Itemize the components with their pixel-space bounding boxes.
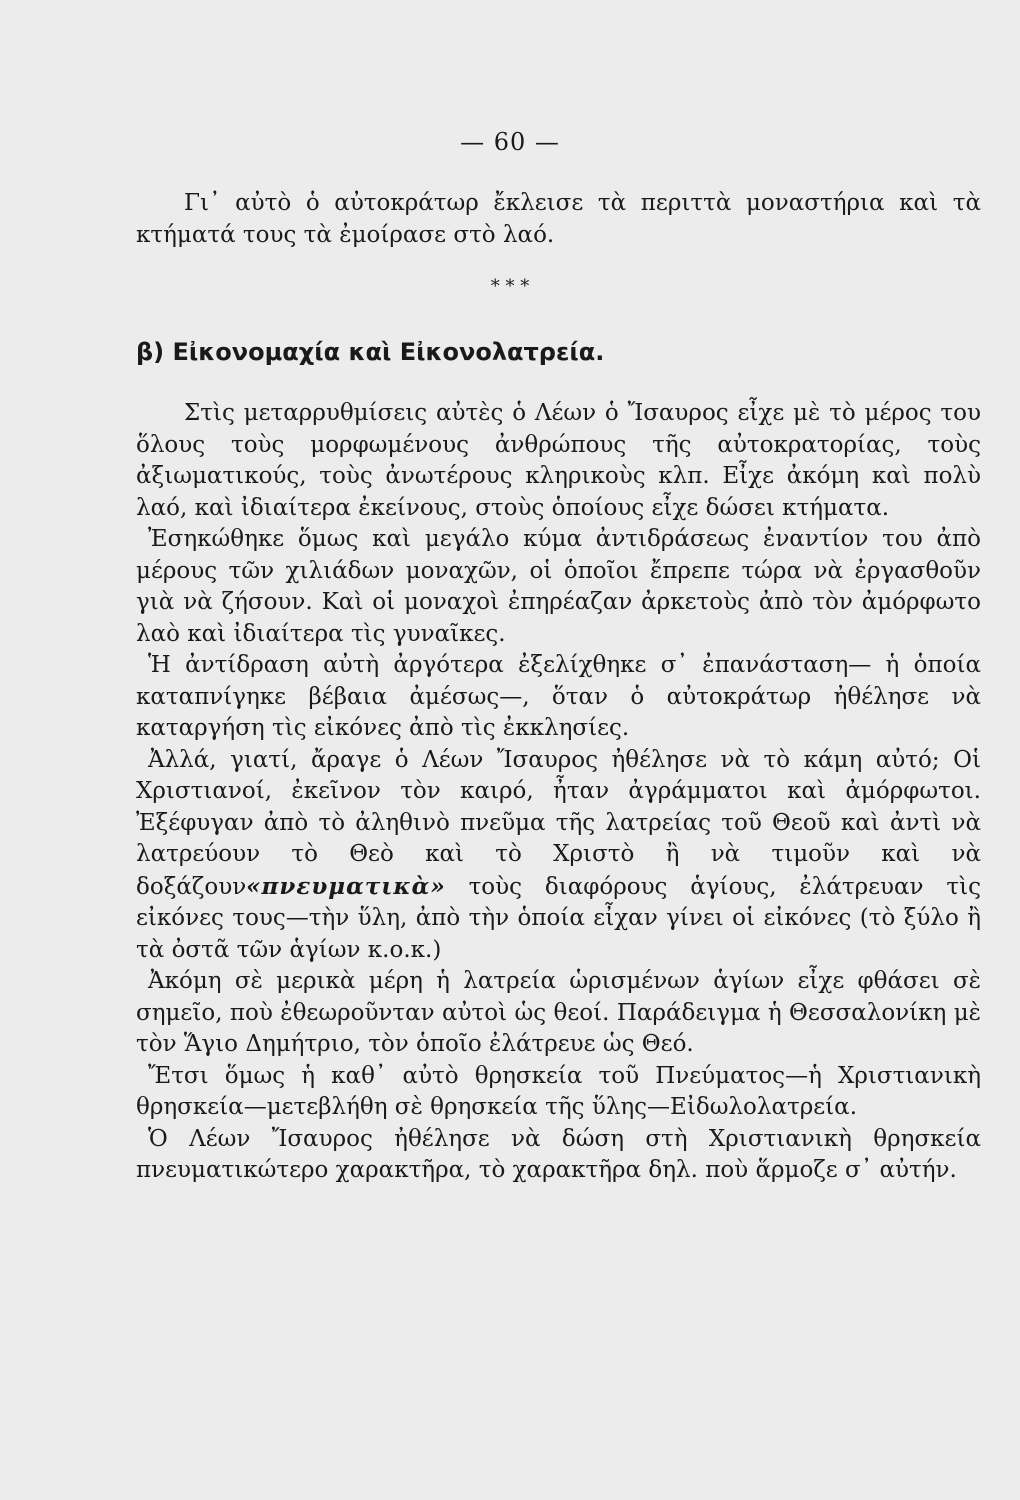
- paragraph-1: Στὶς μεταρρυθμίσεις αὐτὲς ὁ Λέων ὁ Ἴσαυρος εἶχε μὲ τὸ μέρος του ὅλους τοὺς μορφωμένους ἀνθρώπους τῆς αὐτοκρατορίας, τοὺς ἀξιωματικούς, τοὺς ἀνωτέρους κληρικοὺς κλπ. Εἶχε ἀκόμη καὶ πολὺ λαό, καὶ ἰδιαίτερα ἐκείνους, στοὺς ὁποίους εἶχε δώσει κτήματα.: [136, 400, 981, 521]
- section-separator: * * *: [490, 276, 530, 297]
- section-body: [136, 398, 981, 1187]
- paragraph-4-part-a: Ἀλλά, γιατί, ἄραγε ὁ Λέων Ἴσαυρος ἠθέλησε νὰ τὸ κάμη αὐτό; Οἱ Χριστιανοί, ἐκεῖνον τὸν καιρό, ἦταν ἀγράμματοι καὶ ἀμόρφωτοι. Ἐξέφυγαν ἀπὸ τὸ ἀληθινὸ πνεῦμα τῆς λατρείας τοῦ Θεοῦ καὶ ἀντὶ νὰ λατρεύουν τὸ Θεὸ καὶ τὸ Χριστὸ ἢ νὰ τιμοῦν καὶ νὰ δοξάζουν: [136, 746, 981, 900]
- intro-text: [136, 188, 981, 251]
- section-heading: β) Εἰκονομαχία καὶ Εἰκονολατρεία.: [136, 338, 605, 366]
- paragraph-5: Ἀκόμη σὲ μερικὰ μέρη ἡ λατρεία ὡρισμένων ἁγίων εἶχε φθάσει σὲ σημεῖο, ποὺ ἐθεωροῦνταν αὐτοὶ ὡς θεοί. Παράδειγμα ἡ Θεσσαλονίκη μὲ τὸν Ἅγιο Δημήτριο, τὸν ὁποῖο ἐλάτρευε ὡς Θεό.: [136, 968, 981, 1057]
- paragraph-4-part-b: τοὺς διαφόρους ἁγίους, ἐλάτρευαν τὶς εἰκόνες τους—τὴν ὕλη, ἀπὸ τὴν ὁποία εἶχαν γίνει οἱ εἰκόνες (τὸ ξύλο ἢ τὰ ὀστᾶ τῶν ἁγίων κ.ο.κ.): [136, 873, 981, 963]
- page-number: — 60 —: [460, 128, 560, 156]
- paragraph-2: Ἐσηκώθηκε ὅμως καὶ μεγάλο κύμα ἀντιδράσεως ἐναντίον του ἀπὸ μέρους τῶν χιλιάδων μοναχῶν, οἱ ὁποῖοι ἔπρεπε τώρα νὰ ἐργασθοῦν γιὰ νὰ ζήσουν. Καὶ οἱ μοναχοὶ ἐπηρέαζαν ἀρκετοὺς ἀπὸ τὸν ἀμόρφωτο λαὸ καὶ ἰδιαίτερα τὶς γυναῖκες.: [136, 526, 981, 647]
- emphasized-word: «πνευματικὰ»: [246, 872, 446, 900]
- intro-paragraph: Γι᾽ αὐτὸ ὁ αὐτοκράτωρ ἔκλεισε τὰ περιττὰ μοναστήρια καὶ τὰ κτήματά τους τὰ ἐμοίρασε στὸ λαό.: [136, 190, 981, 248]
- paragraph-6: Ἔτσι ὅμως ἡ καθ᾽ αὐτὸ θρησκεία τοῦ Πνεύματος—ἡ Χριστιανικὴ θρησκεία—μετεβλήθη σὲ θρησκεία τῆς ὕλης—Εἰδωλολατρεία.: [136, 1062, 981, 1120]
- paragraph-7: Ὁ Λέων Ἴσαυρος ἠθέλησε νὰ δώση στὴ Χριστιανικὴ θρησκεία πνευματικώτερο χαρακτῆρα, τὸ χαρακτῆρα δηλ. ποὺ ἅρμοζε σ᾽ αὐτήν.: [136, 1125, 981, 1183]
- paragraph-4: [136, 745, 981, 967]
- paragraph-3: Ἡ ἀντίδραση αὐτὴ ἀργότερα ἐξελίχθηκε σ᾽ ἐπανάσταση— ἡ ὁποία καταπνίγηκε βέβαια ἀμέσως—, ὅταν ὁ αὐτοκράτωρ ἠθέλησε νὰ καταργήση τὶς εἰκόνες ἀπὸ τὶς ἐκκλησίες.: [136, 652, 981, 741]
